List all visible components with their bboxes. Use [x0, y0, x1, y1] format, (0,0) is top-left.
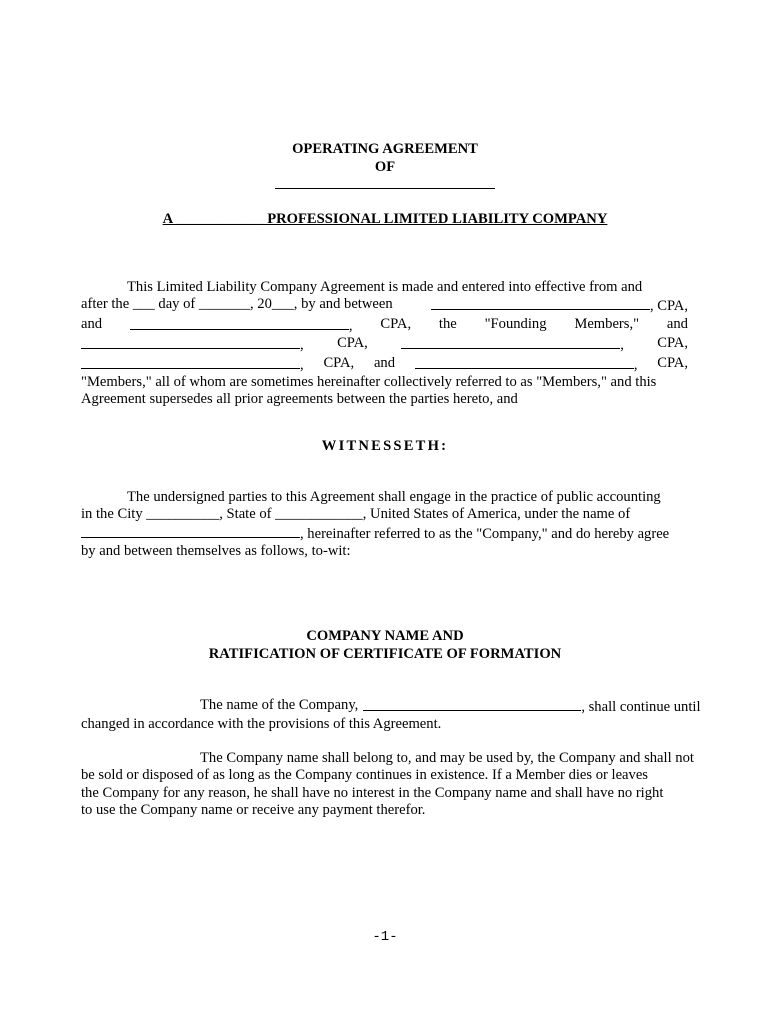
intro-text: "Founding [484, 315, 547, 332]
state-blank: ____________ [176, 211, 264, 227]
intro-text: , [300, 337, 304, 354]
ownership-line: be sold or disposed of as long as the Company continues in existence. If a Member dies or leaves [81, 767, 648, 784]
member-name-blank [401, 335, 620, 349]
section-heading-sub: RATIFICATION OF CERTIFICATE OF FORMATION [208, 646, 562, 662]
intro-text: , [348, 317, 353, 334]
intro-text: CPA, [380, 315, 412, 332]
intro-text: CPA, [323, 354, 355, 371]
intro-text: CPA, [657, 354, 688, 371]
member-name-blank [431, 296, 650, 310]
intro-text: and [373, 354, 396, 371]
intro-text: CPA, [657, 335, 688, 352]
document-subtitle [0, 211, 770, 228]
intro-paragraph [81, 279, 688, 409]
company-name-paragraph [81, 697, 701, 734]
recital-line: The undersigned parties to this Agreement shall engage in the practice of public accounting [127, 489, 661, 505]
recital-text: , hereinafter referred to as the "Company," and do hereby agree [300, 525, 670, 542]
intro-text: and [81, 315, 103, 332]
name-para-text: The name of the Company, [200, 697, 359, 713]
member-name-blank [81, 355, 300, 369]
ownership-line: to use the Company name or receive any payment therefor. [81, 802, 426, 819]
company-name-blank-rule [275, 188, 495, 189]
intro-text: , [620, 337, 624, 354]
intro-text: and [666, 315, 688, 332]
intro-line: "Members," all of whom are sometimes hereinafter collectively referred to as "Members," and this [81, 374, 657, 391]
intro-line: after the ___ day of _______, 20___, by and between [81, 296, 393, 313]
subtitle-suffix: PROFESSIONAL LIMITED LIABILITY COMPANY [263, 211, 608, 227]
intro-text: Members," [574, 315, 640, 332]
member-name-blank [415, 355, 634, 369]
intro-text: CPA, [337, 335, 368, 352]
company-name-ownership-paragraph [81, 750, 694, 820]
intro-line: Agreement supersedes all prior agreements between the parties hereto, and [81, 391, 518, 408]
section-heading: COMPANY NAME AND [306, 628, 464, 644]
member-name-blank [130, 316, 349, 330]
intro-text: , CPA, [650, 298, 688, 315]
document-title: OPERATING AGREEMENT [292, 141, 478, 157]
name-para-line: changed in accordance with the provisions of this Agreement. [81, 716, 442, 733]
intro-text: , [633, 356, 638, 373]
document-title-of: OF [374, 159, 396, 175]
ownership-line: The Company name shall belong to, and may be used by, the Company and shall not [200, 750, 694, 766]
company-name-blank [363, 697, 581, 711]
recital-paragraph [81, 489, 688, 561]
recital-line: in the City __________, State of ____________, United States of America, under the name of [81, 506, 631, 523]
intro-text: the [438, 315, 457, 332]
subtitle-prefix: A [162, 211, 176, 227]
witnesseth-text: WITNESSETH: [321, 438, 449, 454]
name-para-text: , shall continue until [581, 699, 701, 715]
ownership-line: the Company for any reason, he shall have no interest in the Company name and shall have no right [81, 784, 664, 801]
witnesseth-heading [0, 438, 770, 455]
intro-text: , [300, 356, 304, 373]
member-name-blank [81, 335, 300, 349]
company-name-blank [81, 524, 300, 538]
intro-line: This Limited Liability Company Agreement is made and entered into effective from and [127, 279, 643, 295]
recital-line: by and between themselves as follows, to-wit: [81, 543, 351, 560]
page-number: -1- [372, 929, 398, 945]
